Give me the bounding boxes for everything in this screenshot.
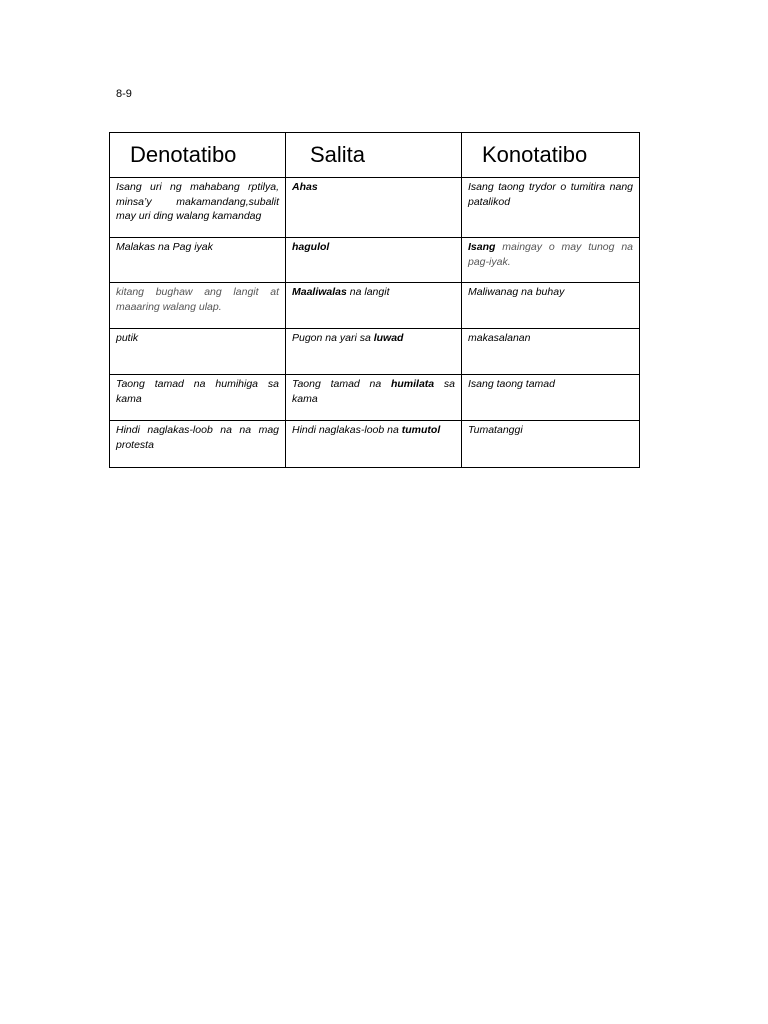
salita-pre: Taong tamad na bbox=[292, 378, 391, 390]
salita-bold: hagulol bbox=[292, 241, 330, 253]
cell-salita bbox=[286, 375, 462, 421]
cell-konotatibo: Isang taong trydor o tumitira nang patalikod bbox=[462, 178, 640, 238]
salita-rest: na langit bbox=[346, 286, 390, 298]
cell-salita bbox=[286, 238, 462, 283]
salita-bold: humilata bbox=[390, 378, 435, 390]
cell-denotatibo: Taong tamad na humihiga sa kama bbox=[110, 375, 286, 421]
salita-bold: Maaliwalas bbox=[292, 286, 347, 298]
salita-pre: Hindi naglakas-loob na bbox=[292, 424, 402, 436]
salita-bold: Ahas bbox=[292, 181, 318, 193]
header-konotatibo bbox=[462, 133, 640, 178]
header-konotatibo-label: Konotatibo bbox=[482, 142, 588, 167]
cell-konotatibo: Tumatanggi bbox=[462, 421, 640, 468]
salita-bold: tumutol bbox=[401, 424, 441, 436]
table-row bbox=[110, 421, 640, 468]
konotatibo-gray-text: maingay o may tunog na pag-iyak. bbox=[468, 241, 633, 268]
cell-salita bbox=[286, 329, 462, 375]
konotatibo-bold: Isang bbox=[468, 241, 496, 253]
header-denotatibo-label: Denotatibo bbox=[130, 142, 237, 167]
cell-salita bbox=[286, 283, 462, 329]
page-number: 8-9 bbox=[116, 88, 132, 100]
header-salita-label: Salita bbox=[310, 142, 366, 167]
cell-salita bbox=[286, 421, 462, 468]
denotatibo-gray-text: kitang bughaw ang langit at maaaring walang ulap. bbox=[116, 286, 279, 313]
denotatibo-konotatibo-table bbox=[109, 132, 640, 468]
cell-salita bbox=[286, 178, 462, 238]
cell-konotatibo: Isang taong tamad bbox=[462, 375, 640, 421]
salita-rest: sa kama bbox=[292, 378, 455, 405]
cell-denotatibo: Malakas na Pag iyak bbox=[110, 238, 286, 283]
cell-konotatibo: Maliwanag na buhay bbox=[462, 283, 640, 329]
cell-denotatibo: putik bbox=[110, 329, 286, 375]
header-denotatibo bbox=[110, 133, 286, 178]
cell-denotatibo: Hindi naglakas-loob na na mag protesta bbox=[110, 421, 286, 468]
cell-konotatibo: makasalanan bbox=[462, 329, 640, 375]
table-header-row bbox=[110, 133, 640, 178]
salita-bold: luwad bbox=[373, 332, 404, 344]
table-row bbox=[110, 283, 640, 329]
table-row bbox=[110, 238, 640, 283]
table-row bbox=[110, 375, 640, 421]
cell-konotatibo bbox=[462, 238, 640, 283]
header-salita bbox=[286, 133, 462, 178]
salita-pre: Pugon na yari sa bbox=[292, 332, 374, 344]
table-row bbox=[110, 329, 640, 375]
cell-denotatibo bbox=[110, 283, 286, 329]
cell-denotatibo: Isang uri ng mahabang rptilya, minsa’y makamandang,subalit may uri ding walang kamandag bbox=[110, 178, 286, 238]
table-row bbox=[110, 178, 640, 238]
